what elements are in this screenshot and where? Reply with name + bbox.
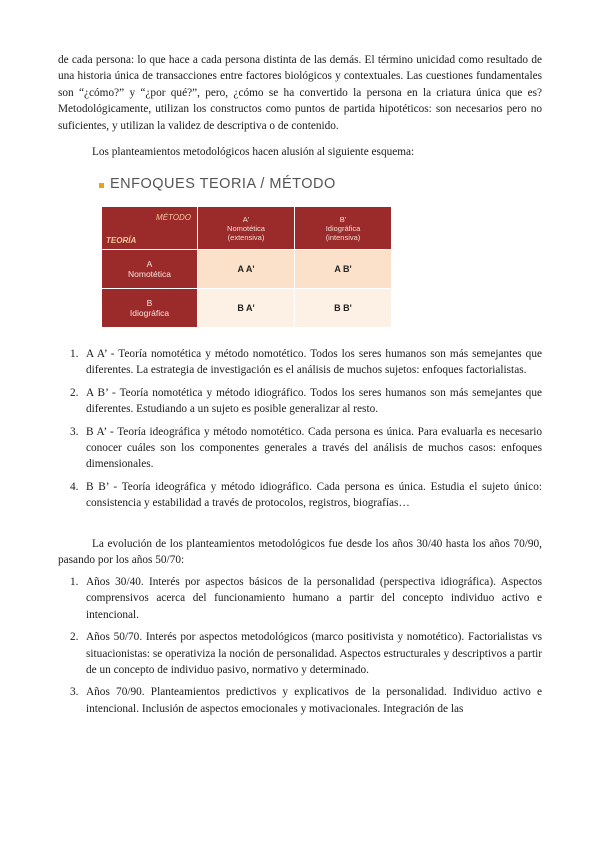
cell-aa: A A' (198, 250, 295, 289)
approach-list (58, 346, 542, 512)
evolution-list (58, 574, 542, 717)
column-header-idiografica: B' Idiográfica (intensiva) (295, 207, 392, 250)
list-item: 4. B B’ - Teoría ideográfica y método idiográfico. Cada persona es única. Estudia el sujeto único: consistencia y estabilidad a través de protocolos, registros, biografías… (70, 480, 542, 510)
list-item: 3. B A’ - Teoría ideográfica y método nomotético. Cada persona es única. Para evaluarla es necesario conocer cuáles son los componentes generales a través del análisis de muchos casos: enfoques dimensionales. (70, 425, 542, 471)
evolution-paragraph: La evolución de los planteamientos metodológicos fue desde los años 30/40 hasta los años 70/90, pasando por los años 50/70: (58, 538, 542, 567)
list-item: 1. A A’ - Teoría nomotética y método nomotético. Todos los seres humanos son más semejantes que diferentes. La estrategia de investigación es el análisis de muchos sujetos: enfoques factorialistas. (70, 348, 542, 377)
cell-ba: B A' (198, 289, 295, 328)
scheme-intro: Los planteamientos metodológicos hacen alusión al siguiente esquema: (92, 146, 415, 158)
intro-paragraph: de cada persona: lo que hace a cada persona distinta de las demás. El término unicidad como resultado de una historia única de transacciones entre factores biológicos y contextuales. Las cuestiones fundamentales son “¿cómo?” y “¿por qué?”, pero, ¿cómo se ha convertido la persona en la criatura única que es? Metodológicamente, utilizan los constructos como puntos de partida hipotéticos: son necesarios pero no suficientes, y utilizan la validez de descriptiva o de contenido. (58, 54, 542, 132)
column-header-nomotetica: A' Nomotética (extensiva) (198, 207, 295, 250)
theory-method-table (101, 206, 392, 328)
list-item: 3. Años 70/90. Planteamientos predictivos y explicativos de la personalidad. Individuo activo e intencional. Inclusión de aspectos emocionales y motivacionales. Integración de las (70, 686, 542, 715)
list-item: 2. A B’ - Teoría nomotética y método idiográfico. Todos los seres humanos son más semejantes que diferentes. Estudiando a un sujeto es posible generalizar al resto. (70, 386, 542, 416)
list-item: 1. Años 30/40. Interés por aspectos básicos de la personalidad (perspectiva idiográfica). Aspectos comprensivos acerca del funcionamiento humano a partir del concepto individuo activo e intencional. (70, 576, 542, 621)
row-header-nomotetica: A Nomotética (102, 250, 198, 289)
list-item: 2. Años 50/70. Interés por aspectos metodológicos (marco positivista y nomotético). Factorialistas vs situacionistas: se operativiza la noción de personalidad. Aspectos estructurales y descriptivos a partir de un concepto de individuo pasivo, normativo y determinado. (70, 631, 542, 677)
cell-ab: A B' (295, 250, 392, 289)
row-header-idiografica: B Idiográfica (102, 289, 198, 328)
table-corner: MÉTODO TEORÍA (102, 207, 198, 250)
cell-bb: B B' (295, 289, 392, 328)
figure-title: ENFOQUES TEORIA / MÉTODO (110, 176, 336, 192)
